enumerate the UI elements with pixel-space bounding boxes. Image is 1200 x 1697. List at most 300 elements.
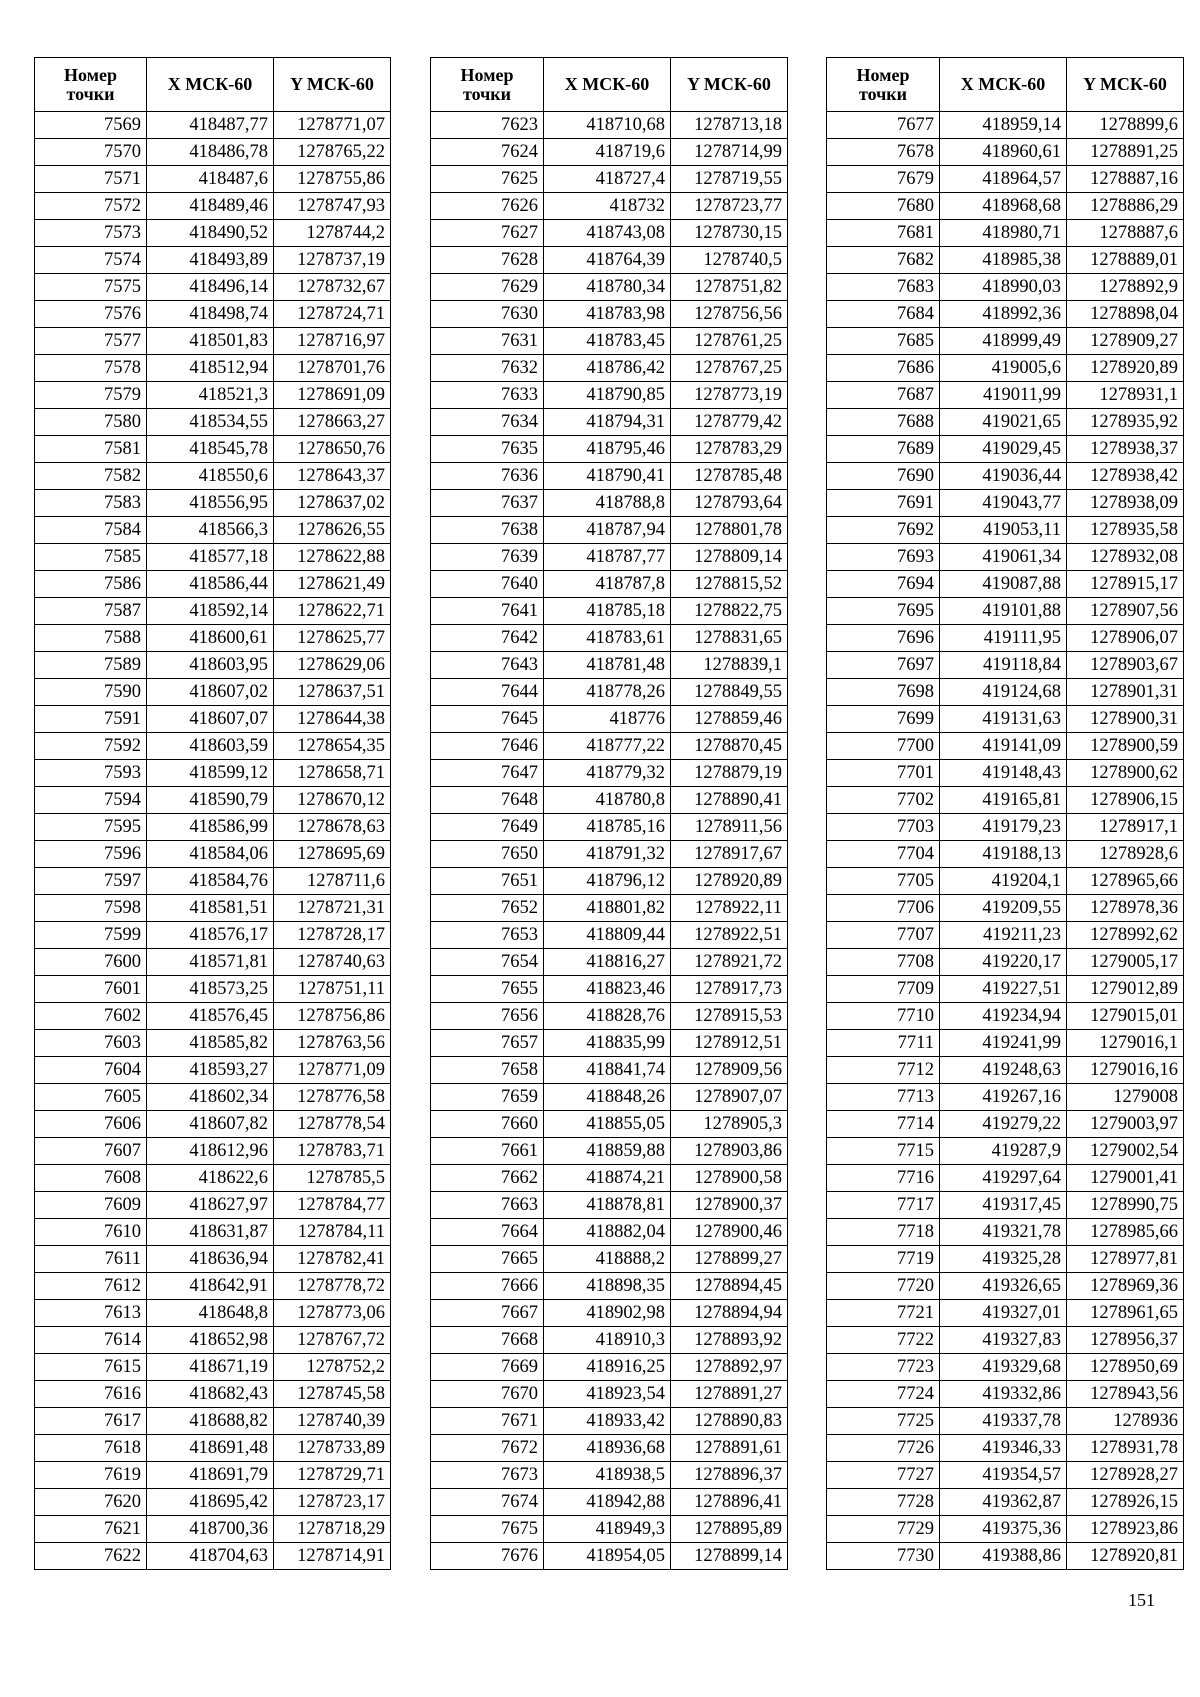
- x-coordinate-cell: 418493,89: [147, 247, 274, 274]
- table-row: [35, 949, 391, 976]
- point-number-cell: 7605: [35, 1084, 147, 1111]
- point-number-cell: 7726: [827, 1435, 940, 1462]
- x-coordinate-cell: 418592,14: [147, 598, 274, 625]
- x-coordinate-cell: 418923,54: [544, 1381, 671, 1408]
- x-coordinate-cell: 419321,78: [940, 1219, 1067, 1246]
- y-coordinate-cell: 1278784,77: [274, 1192, 391, 1219]
- y-coordinate-cell: 1278891,25: [1067, 139, 1184, 166]
- y-coordinate-cell: 1278887,6: [1067, 220, 1184, 247]
- table-row: [35, 220, 391, 247]
- y-coordinate-cell: 1278978,36: [1067, 895, 1184, 922]
- table-row: [827, 382, 1184, 409]
- table-row: [431, 1111, 788, 1138]
- table-row: [35, 436, 391, 463]
- table-row: [431, 1030, 788, 1057]
- y-coordinate-cell: 1278644,38: [274, 706, 391, 733]
- point-number-cell: 7716: [827, 1165, 940, 1192]
- point-number-cell: 7686: [827, 355, 940, 382]
- point-number-cell: 7691: [827, 490, 940, 517]
- x-coordinate-cell: 418778,26: [544, 679, 671, 706]
- table-row: [431, 517, 788, 544]
- x-coordinate-cell: 418786,42: [544, 355, 671, 382]
- y-coordinate-cell: 1278778,72: [274, 1273, 391, 1300]
- table-row: [827, 355, 1184, 382]
- table-row: [827, 1273, 1184, 1300]
- x-coordinate-cell: 418790,41: [544, 463, 671, 490]
- x-coordinate-cell: 418938,5: [544, 1462, 671, 1489]
- x-coordinate-cell: 418648,8: [147, 1300, 274, 1327]
- table-row: [827, 1138, 1184, 1165]
- point-number-cell: 7637: [431, 490, 544, 517]
- table-row: [35, 1435, 391, 1462]
- point-number-cell: 7698: [827, 679, 940, 706]
- y-coordinate-cell: 1279016,16: [1067, 1057, 1184, 1084]
- table-row: [431, 1300, 788, 1327]
- y-coordinate-cell: 1278621,49: [274, 571, 391, 598]
- table-row: [827, 139, 1184, 166]
- table-row: [35, 1489, 391, 1516]
- point-number-cell: 7695: [827, 598, 940, 625]
- y-coordinate-cell: 1278909,27: [1067, 328, 1184, 355]
- point-number-cell: 7641: [431, 598, 544, 625]
- x-coordinate-cell: 418489,46: [147, 193, 274, 220]
- y-coordinate-cell: 1278730,15: [671, 220, 788, 247]
- y-coordinate-cell: 1278779,42: [671, 409, 788, 436]
- table-row: [35, 652, 391, 679]
- y-coordinate-cell: 1278938,37: [1067, 436, 1184, 463]
- y-coordinate-cell: 1278896,41: [671, 1489, 788, 1516]
- y-coordinate-cell: 1278740,5: [671, 247, 788, 274]
- table-row: [431, 1489, 788, 1516]
- table-row: [35, 1354, 391, 1381]
- x-coordinate-cell: 418780,34: [544, 274, 671, 301]
- x-coordinate-cell: 418942,88: [544, 1489, 671, 1516]
- y-coordinate-cell: 1278637,51: [274, 679, 391, 706]
- point-number-cell: 7587: [35, 598, 147, 625]
- table-row: [35, 328, 391, 355]
- table-row: [35, 976, 391, 1003]
- x-coordinate-cell: 418787,8: [544, 571, 671, 598]
- table-row: [35, 463, 391, 490]
- table-row: [827, 1435, 1184, 1462]
- table-row: [35, 166, 391, 193]
- point-number-cell: 7579: [35, 382, 147, 409]
- x-coordinate-cell: 418794,31: [544, 409, 671, 436]
- table-row: [827, 112, 1184, 139]
- y-coordinate-cell: 1278719,55: [671, 166, 788, 193]
- y-coordinate-cell: 1278894,94: [671, 1300, 788, 1327]
- x-coordinate-cell: 419279,22: [940, 1111, 1067, 1138]
- table-row: [431, 274, 788, 301]
- table-row: [35, 1462, 391, 1489]
- y-coordinate-cell: 1278784,11: [274, 1219, 391, 1246]
- table-row: [827, 328, 1184, 355]
- table-header-row: [827, 58, 1184, 112]
- point-number-cell: 7665: [431, 1246, 544, 1273]
- x-coordinate-cell: 418584,76: [147, 868, 274, 895]
- y-coordinate-cell: 1278767,72: [274, 1327, 391, 1354]
- y-coordinate-cell: 1278892,97: [671, 1354, 788, 1381]
- x-coordinate-cell: 419297,64: [940, 1165, 1067, 1192]
- table-row: [35, 544, 391, 571]
- table-row: [827, 544, 1184, 571]
- x-coordinate-cell: 418790,85: [544, 382, 671, 409]
- x-coordinate-cell: 418486,78: [147, 139, 274, 166]
- x-coordinate-cell: 418787,94: [544, 517, 671, 544]
- y-coordinate-cell: 1278931,78: [1067, 1435, 1184, 1462]
- y-coordinate-cell: 1278938,42: [1067, 463, 1184, 490]
- x-coordinate-header: X МСК-60: [940, 58, 1067, 112]
- x-coordinate-cell: 418898,35: [544, 1273, 671, 1300]
- x-coordinate-cell: 419327,01: [940, 1300, 1067, 1327]
- table-row: [827, 760, 1184, 787]
- point-number-cell: 7621: [35, 1516, 147, 1543]
- point-number-header: Номер точки: [35, 58, 147, 112]
- table-row: [827, 733, 1184, 760]
- y-coordinate-cell: 1278907,56: [1067, 598, 1184, 625]
- x-coordinate-cell: 418985,38: [940, 247, 1067, 274]
- point-number-cell: 7626: [431, 193, 544, 220]
- point-number-cell: 7682: [827, 247, 940, 274]
- point-number-cell: 7624: [431, 139, 544, 166]
- y-coordinate-cell: 1278889,01: [1067, 247, 1184, 274]
- table-body: [431, 112, 788, 1570]
- table-row: [827, 1165, 1184, 1192]
- point-number-cell: 7687: [827, 382, 940, 409]
- y-coordinate-cell: 1278740,39: [274, 1408, 391, 1435]
- x-coordinate-cell: 418743,08: [544, 220, 671, 247]
- point-number-cell: 7663: [431, 1192, 544, 1219]
- page-number: 151: [1128, 1590, 1155, 1610]
- coordinates-table-2: [430, 57, 788, 1570]
- x-coordinate-cell: 418999,49: [940, 328, 1067, 355]
- point-number-cell: 7727: [827, 1462, 940, 1489]
- table-row: [35, 1408, 391, 1435]
- table-row: [431, 166, 788, 193]
- point-number-cell: 7608: [35, 1165, 147, 1192]
- point-number-cell: 7582: [35, 463, 147, 490]
- y-coordinate-cell: 1278900,46: [671, 1219, 788, 1246]
- table-row: [35, 1057, 391, 1084]
- y-coordinate-cell: 1278626,55: [274, 517, 391, 544]
- y-coordinate-cell: 1278718,29: [274, 1516, 391, 1543]
- y-coordinate-cell: 1278890,41: [671, 787, 788, 814]
- x-coordinate-cell: 418534,55: [147, 409, 274, 436]
- point-number-cell: 7614: [35, 1327, 147, 1354]
- y-coordinate-cell: 1278765,22: [274, 139, 391, 166]
- table-row: [827, 679, 1184, 706]
- table-row: [827, 1489, 1184, 1516]
- y-coordinate-header: Y МСК-60: [274, 58, 391, 112]
- y-coordinate-cell: 1278900,59: [1067, 733, 1184, 760]
- table-row: [35, 409, 391, 436]
- y-coordinate-cell: 1279002,54: [1067, 1138, 1184, 1165]
- table-row: [431, 679, 788, 706]
- table-row: [431, 1408, 788, 1435]
- point-number-cell: 7725: [827, 1408, 940, 1435]
- y-coordinate-cell: 1278990,75: [1067, 1192, 1184, 1219]
- x-coordinate-cell: 418710,68: [544, 112, 671, 139]
- y-coordinate-cell: 1278737,19: [274, 247, 391, 274]
- point-number-cell: 7602: [35, 1003, 147, 1030]
- point-number-cell: 7640: [431, 571, 544, 598]
- x-coordinate-cell: 418603,95: [147, 652, 274, 679]
- table-row: [431, 1516, 788, 1543]
- x-coordinate-cell: 418691,48: [147, 1435, 274, 1462]
- point-number-cell: 7630: [431, 301, 544, 328]
- x-coordinate-cell: 418727,4: [544, 166, 671, 193]
- y-coordinate-cell: 1278907,07: [671, 1084, 788, 1111]
- x-coordinate-cell: 418521,3: [147, 382, 274, 409]
- x-coordinate-cell: 418933,42: [544, 1408, 671, 1435]
- table-body: [827, 112, 1184, 1570]
- y-coordinate-cell: 1279008: [1067, 1084, 1184, 1111]
- table-row: [431, 301, 788, 328]
- table-row: [827, 598, 1184, 625]
- point-number-cell: 7709: [827, 976, 940, 1003]
- x-coordinate-cell: 418841,74: [544, 1057, 671, 1084]
- y-coordinate-cell: 1278711,6: [274, 868, 391, 895]
- point-number-cell: 7615: [35, 1354, 147, 1381]
- table-row: [827, 1246, 1184, 1273]
- x-coordinate-cell: 418960,61: [940, 139, 1067, 166]
- point-number-cell: 7597: [35, 868, 147, 895]
- x-coordinate-cell: 418816,27: [544, 949, 671, 976]
- y-coordinate-cell: 1278887,16: [1067, 166, 1184, 193]
- x-coordinate-cell: 418888,2: [544, 1246, 671, 1273]
- point-number-cell: 7688: [827, 409, 940, 436]
- y-coordinate-cell: 1278663,27: [274, 409, 391, 436]
- y-coordinate-cell: 1278936: [1067, 1408, 1184, 1435]
- table-row: [35, 517, 391, 544]
- y-coordinate-cell: 1278745,58: [274, 1381, 391, 1408]
- table-row: [431, 1192, 788, 1219]
- x-coordinate-cell: 419211,23: [940, 922, 1067, 949]
- point-number-cell: 7711: [827, 1030, 940, 1057]
- x-coordinate-cell: 418882,04: [544, 1219, 671, 1246]
- y-coordinate-cell: 1278899,27: [671, 1246, 788, 1273]
- table-row: [827, 1327, 1184, 1354]
- x-coordinate-cell: 419036,44: [940, 463, 1067, 490]
- point-number-cell: 7623: [431, 112, 544, 139]
- x-coordinate-cell: 419148,43: [940, 760, 1067, 787]
- y-coordinate-cell: 1278701,76: [274, 355, 391, 382]
- x-coordinate-cell: 419005,6: [940, 355, 1067, 382]
- point-number-cell: 7654: [431, 949, 544, 976]
- y-coordinate-cell: 1278909,56: [671, 1057, 788, 1084]
- point-number-header: Номер точки: [827, 58, 940, 112]
- x-coordinate-cell: 419287,9: [940, 1138, 1067, 1165]
- x-coordinate-cell: 418787,77: [544, 544, 671, 571]
- table-row: [827, 1057, 1184, 1084]
- x-coordinate-cell: 418576,45: [147, 1003, 274, 1030]
- table-row: [827, 517, 1184, 544]
- point-number-cell: 7646: [431, 733, 544, 760]
- point-number-cell: 7675: [431, 1516, 544, 1543]
- x-coordinate-cell: 419317,45: [940, 1192, 1067, 1219]
- x-coordinate-cell: 418682,43: [147, 1381, 274, 1408]
- x-coordinate-cell: 418828,76: [544, 1003, 671, 1030]
- table-row: [827, 1003, 1184, 1030]
- y-coordinate-cell: 1278992,62: [1067, 922, 1184, 949]
- y-coordinate-cell: 1278714,99: [671, 139, 788, 166]
- y-coordinate-cell: 1278894,45: [671, 1273, 788, 1300]
- x-coordinate-cell: 418590,79: [147, 787, 274, 814]
- x-coordinate-cell: 418607,82: [147, 1111, 274, 1138]
- table-row: [35, 1219, 391, 1246]
- table-row: [827, 787, 1184, 814]
- point-number-cell: 7685: [827, 328, 940, 355]
- x-coordinate-cell: 418487,6: [147, 166, 274, 193]
- x-coordinate-cell: 418964,57: [940, 166, 1067, 193]
- point-number-cell: 7661: [431, 1138, 544, 1165]
- point-number-cell: 7717: [827, 1192, 940, 1219]
- table-row: [431, 328, 788, 355]
- table-row: [35, 1030, 391, 1057]
- table-row: [431, 706, 788, 733]
- point-number-cell: 7666: [431, 1273, 544, 1300]
- point-number-cell: 7703: [827, 814, 940, 841]
- table-row: [827, 868, 1184, 895]
- table-row: [431, 841, 788, 868]
- y-coordinate-cell: 1279003,97: [1067, 1111, 1184, 1138]
- point-number-cell: 7674: [431, 1489, 544, 1516]
- x-coordinate-header: X МСК-60: [544, 58, 671, 112]
- table-row: [35, 679, 391, 706]
- point-number-cell: 7632: [431, 355, 544, 382]
- x-coordinate-cell: 418603,59: [147, 733, 274, 760]
- table-row: [827, 1462, 1184, 1489]
- point-number-cell: 7629: [431, 274, 544, 301]
- table-row: [827, 301, 1184, 328]
- y-coordinate-cell: 1278761,25: [671, 328, 788, 355]
- point-number-cell: 7707: [827, 922, 940, 949]
- y-coordinate-cell: 1278751,11: [274, 976, 391, 1003]
- y-coordinate-cell: 1278886,29: [1067, 193, 1184, 220]
- y-coordinate-cell: 1278917,1: [1067, 814, 1184, 841]
- point-number-cell: 7635: [431, 436, 544, 463]
- table-row: [827, 1354, 1184, 1381]
- x-coordinate-cell: 419021,65: [940, 409, 1067, 436]
- point-number-cell: 7592: [35, 733, 147, 760]
- y-coordinate-cell: 1278625,77: [274, 625, 391, 652]
- point-number-cell: 7723: [827, 1354, 940, 1381]
- table-row: [35, 625, 391, 652]
- x-coordinate-cell: 419087,88: [940, 571, 1067, 598]
- y-coordinate-cell: 1278956,37: [1067, 1327, 1184, 1354]
- point-number-cell: 7660: [431, 1111, 544, 1138]
- y-coordinate-cell: 1278695,69: [274, 841, 391, 868]
- table-row: [35, 1273, 391, 1300]
- point-number-cell: 7622: [35, 1543, 147, 1570]
- y-coordinate-cell: 1278724,71: [274, 301, 391, 328]
- x-coordinate-cell: 418855,05: [544, 1111, 671, 1138]
- point-number-cell: 7588: [35, 625, 147, 652]
- x-coordinate-cell: 418878,81: [544, 1192, 671, 1219]
- table-row: [827, 814, 1184, 841]
- table-row: [431, 760, 788, 787]
- x-coordinate-cell: 418573,25: [147, 976, 274, 1003]
- x-coordinate-cell: 418691,79: [147, 1462, 274, 1489]
- x-coordinate-cell: 418785,16: [544, 814, 671, 841]
- point-number-cell: 7648: [431, 787, 544, 814]
- x-coordinate-cell: 418791,32: [544, 841, 671, 868]
- x-coordinate-cell: 418571,81: [147, 949, 274, 976]
- x-coordinate-cell: 419204,1: [940, 868, 1067, 895]
- x-coordinate-cell: 419118,84: [940, 652, 1067, 679]
- point-number-cell: 7692: [827, 517, 940, 544]
- point-number-cell: 7570: [35, 139, 147, 166]
- point-number-cell: 7728: [827, 1489, 940, 1516]
- x-coordinate-cell: 418936,68: [544, 1435, 671, 1462]
- y-coordinate-cell: 1278751,82: [671, 274, 788, 301]
- x-coordinate-cell: 418581,51: [147, 895, 274, 922]
- y-coordinate-cell: 1278859,46: [671, 706, 788, 733]
- table-row: [431, 1246, 788, 1273]
- y-coordinate-cell: 1278773,19: [671, 382, 788, 409]
- y-coordinate-cell: 1278771,07: [274, 112, 391, 139]
- point-number-cell: 7577: [35, 328, 147, 355]
- point-number-cell: 7575: [35, 274, 147, 301]
- table-row: [431, 1435, 788, 1462]
- x-coordinate-cell: 418835,99: [544, 1030, 671, 1057]
- y-coordinate-cell: 1279005,17: [1067, 949, 1184, 976]
- y-coordinate-cell: 1278891,27: [671, 1381, 788, 1408]
- point-number-cell: 7578: [35, 355, 147, 382]
- y-coordinate-cell: 1278900,37: [671, 1192, 788, 1219]
- x-coordinate-cell: 419029,45: [940, 436, 1067, 463]
- point-number-cell: 7634: [431, 409, 544, 436]
- y-coordinate-cell: 1278783,71: [274, 1138, 391, 1165]
- point-number-cell: 7699: [827, 706, 940, 733]
- x-coordinate-cell: 418586,99: [147, 814, 274, 841]
- point-number-cell: 7656: [431, 1003, 544, 1030]
- x-coordinate-cell: 418859,88: [544, 1138, 671, 1165]
- x-coordinate-cell: 419111,95: [940, 625, 1067, 652]
- x-coordinate-cell: 418576,17: [147, 922, 274, 949]
- table-header-row: [35, 58, 391, 112]
- x-coordinate-cell: 419388,86: [940, 1543, 1067, 1570]
- point-number-cell: 7606: [35, 1111, 147, 1138]
- point-number-cell: 7612: [35, 1273, 147, 1300]
- table-row: [35, 1003, 391, 1030]
- point-number-header: Номер точки: [431, 58, 544, 112]
- table-row: [431, 382, 788, 409]
- table-row: [35, 598, 391, 625]
- table-row: [431, 112, 788, 139]
- x-coordinate-cell: 418622,6: [147, 1165, 274, 1192]
- table-row: [827, 841, 1184, 868]
- point-number-cell: 7678: [827, 139, 940, 166]
- x-coordinate-cell: 419248,63: [940, 1057, 1067, 1084]
- point-number-cell: 7644: [431, 679, 544, 706]
- y-coordinate-cell: 1278879,19: [671, 760, 788, 787]
- table-row: [431, 544, 788, 571]
- point-number-cell: 7681: [827, 220, 940, 247]
- table-row: [827, 1408, 1184, 1435]
- point-number-cell: 7658: [431, 1057, 544, 1084]
- x-coordinate-cell: 419053,11: [940, 517, 1067, 544]
- point-number-cell: 7719: [827, 1246, 940, 1273]
- y-coordinate-cell: 1278778,54: [274, 1111, 391, 1138]
- y-coordinate-cell: 1278906,07: [1067, 625, 1184, 652]
- point-number-cell: 7721: [827, 1300, 940, 1327]
- x-coordinate-cell: 418498,74: [147, 301, 274, 328]
- point-number-cell: 7715: [827, 1138, 940, 1165]
- table-row: [827, 463, 1184, 490]
- y-coordinate-cell: 1278732,67: [274, 274, 391, 301]
- point-number-cell: 7596: [35, 841, 147, 868]
